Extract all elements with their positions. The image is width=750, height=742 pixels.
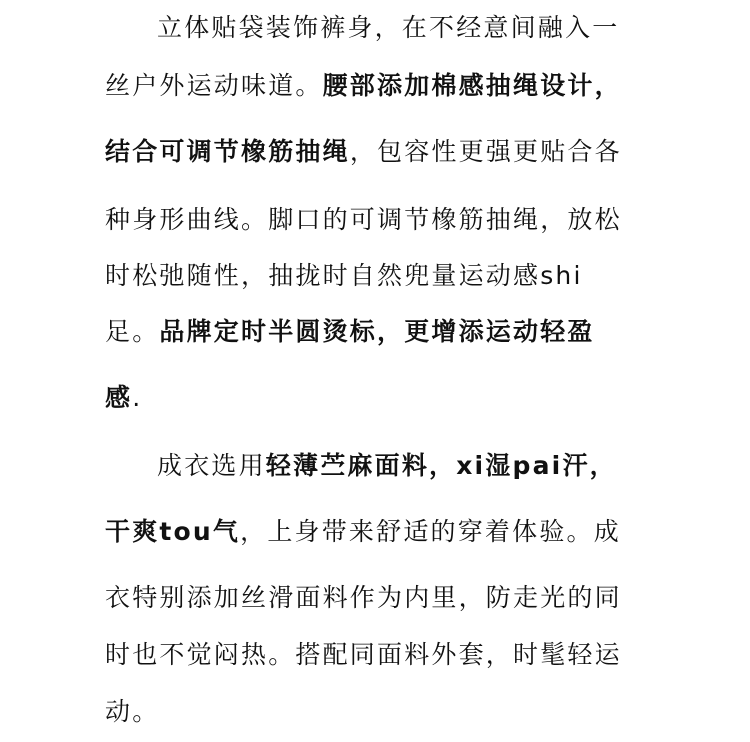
p2-line-3 [105, 581, 665, 615]
text-run: 成衣选用 [157, 451, 266, 480]
text-run: 衣特别添加丝滑面料作为内里，防走光的同 [105, 583, 622, 612]
text-run: 种身形曲线。脚口的可调节橡筋抽绳，放松 [105, 205, 622, 234]
p1-line-1 [157, 11, 717, 45]
p2-line-2 [105, 515, 665, 549]
text-run: 足。 [105, 317, 160, 346]
p1-line-2 [105, 69, 665, 103]
text-run-bold: 品牌定时半圆烫标，更增添运动轻盈 [159, 317, 595, 346]
p2-line-4 [105, 638, 665, 672]
text-run: 时也不觉闷热。搭配同面料外套，时髦轻运 [105, 640, 622, 669]
p1-line-6 [105, 315, 665, 349]
p1-line-3 [105, 135, 665, 169]
text-run: 时松弛随性，抽拢时自然兜量运动感shi [105, 261, 583, 290]
text-run: 动。 [105, 697, 160, 726]
text-run-bold: 结合可调节橡筋抽绳 [105, 137, 350, 166]
p1-line-5 [105, 259, 665, 293]
p1-line-7 [105, 381, 665, 415]
p2-line-5 [105, 695, 665, 729]
text-run-bold: 感 [105, 383, 133, 412]
p1-line-4 [105, 203, 665, 237]
text-run-bold: 干爽tou气 [105, 517, 241, 546]
text-run: ，上身带来舒适的穿着体验。成 [240, 517, 621, 546]
p2-line-1 [157, 449, 717, 483]
text-run-bold: 轻薄苎麻面料，xi湿pai汗， [265, 451, 617, 480]
text-run: ，包容性更强更贴合各 [349, 137, 622, 166]
text-run-bold: 腰部添加棉感抽绳设计， [322, 71, 622, 100]
text-run: 丝户外运动味道。 [105, 71, 323, 100]
text-run: . [132, 383, 143, 412]
text-run: 立体贴袋装饰裤身，在不经意间融入一 [157, 13, 620, 42]
